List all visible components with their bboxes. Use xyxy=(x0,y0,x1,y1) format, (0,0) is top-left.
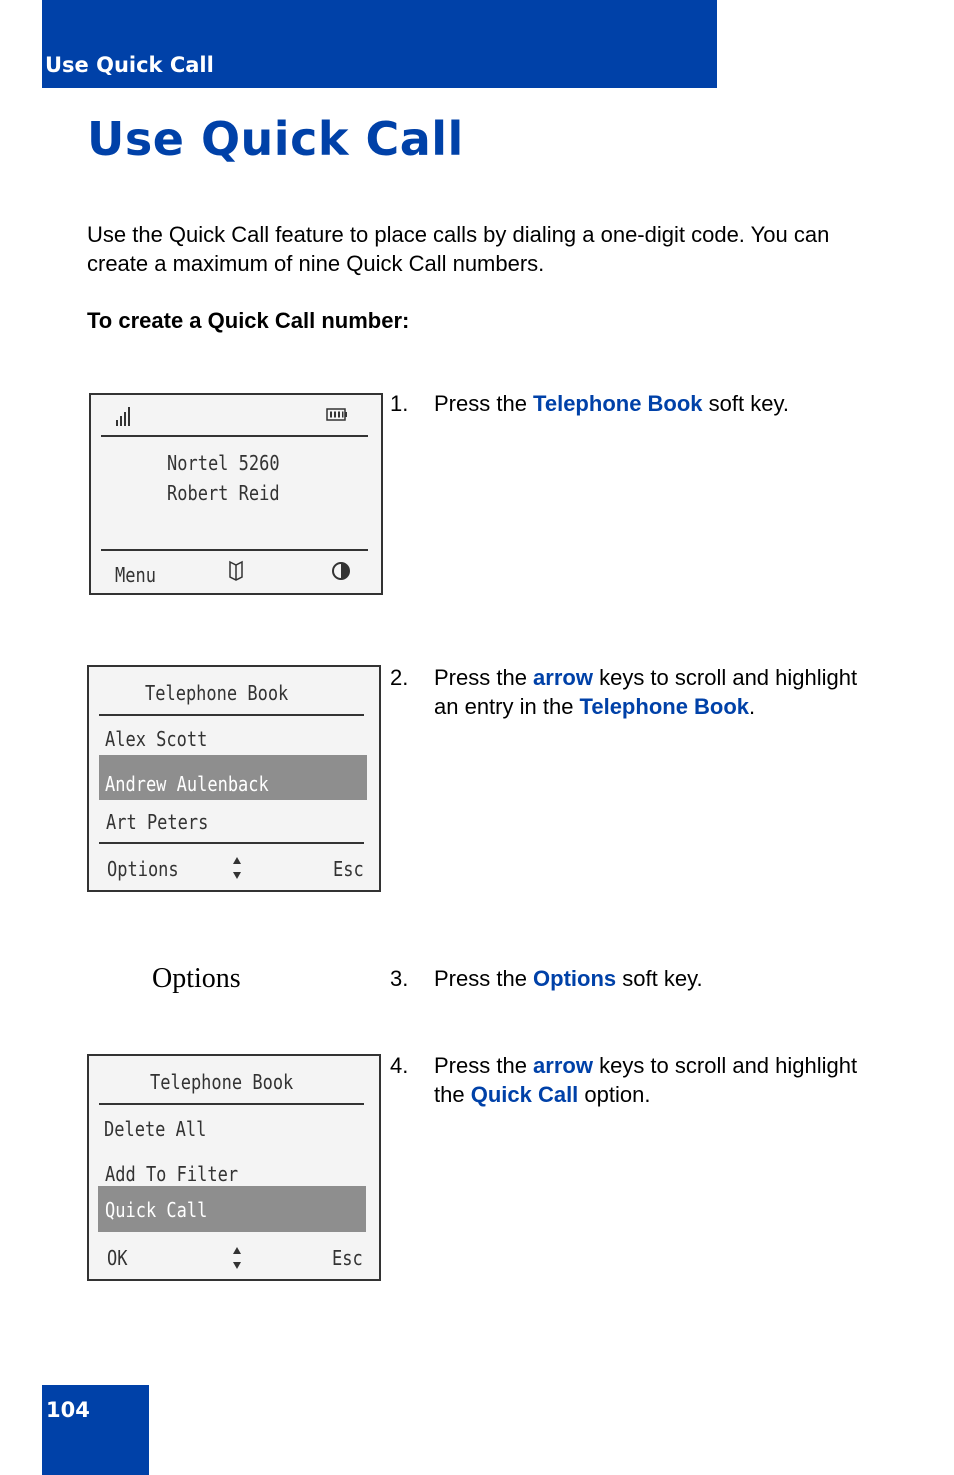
phone-screen-idle xyxy=(89,393,383,595)
step-2: 2. Press the arrow keys to scroll and highlight an entry in the Telephone Book. xyxy=(390,665,858,719)
screen-title: Telephone Book xyxy=(150,1070,294,1094)
menu-item[interactable]: Delete All xyxy=(104,1117,207,1141)
page-number: 104 xyxy=(46,1398,90,1422)
battery-icon xyxy=(326,408,348,422)
screen-title: Telephone Book xyxy=(145,681,289,705)
highlight-quick-call: Quick Call xyxy=(470,1082,579,1107)
updown-arrows-icon xyxy=(232,855,242,881)
softkey-esc[interactable]: Esc xyxy=(332,1246,363,1270)
signal-icon xyxy=(115,405,135,427)
running-header-title: Use Quick Call xyxy=(45,53,214,77)
book-icon[interactable] xyxy=(228,559,244,583)
phone-screen-telephone-book xyxy=(87,665,381,892)
menu-item[interactable]: Add To Filter xyxy=(105,1162,239,1186)
highlight-telephone-book: Telephone Book xyxy=(533,391,703,416)
step-3: 3. Press the Options soft key. xyxy=(390,966,703,991)
step-4: 4. Press the arrow keys to scroll and highlight the Quick Call option. xyxy=(390,1053,858,1107)
highlight-arrow: arrow xyxy=(533,665,593,690)
step-1: 1. Press the Telephone Book soft key. xyxy=(390,391,789,416)
highlight-telephone-book: Telephone Book xyxy=(579,694,750,719)
list-item[interactable]: Art Peters xyxy=(106,810,209,834)
options-soft-key-label: Options xyxy=(152,963,241,994)
softkey-esc[interactable]: Esc xyxy=(333,857,364,881)
updown-arrows-icon xyxy=(232,1245,242,1271)
page-title: Use Quick Call xyxy=(87,112,464,166)
phone-screen-options-menu xyxy=(87,1054,381,1281)
screen-line-2: Robert Reid xyxy=(167,481,280,505)
intro-paragraph: Use the Quick Call feature to place calls by dialing a one-digit code. You can create a maximum of nine Quick Call numbers. xyxy=(87,222,830,276)
softkey-options[interactable]: Options xyxy=(107,857,179,881)
list-item[interactable]: Alex Scott xyxy=(105,727,208,751)
screen-line-1: Nortel 5260 xyxy=(167,451,280,475)
softkey-ok[interactable]: OK xyxy=(107,1246,128,1270)
selected-menu-item[interactable]: Quick Call xyxy=(98,1186,366,1232)
highlight-options: Options xyxy=(533,966,617,991)
highlight-arrow: arrow xyxy=(533,1053,593,1078)
contrast-icon[interactable] xyxy=(331,561,351,581)
selected-list-item[interactable]: Andrew Aulenback xyxy=(99,755,367,800)
softkey-menu[interactable]: Menu xyxy=(115,563,156,587)
procedure-heading: To create a Quick Call number: xyxy=(87,308,410,333)
